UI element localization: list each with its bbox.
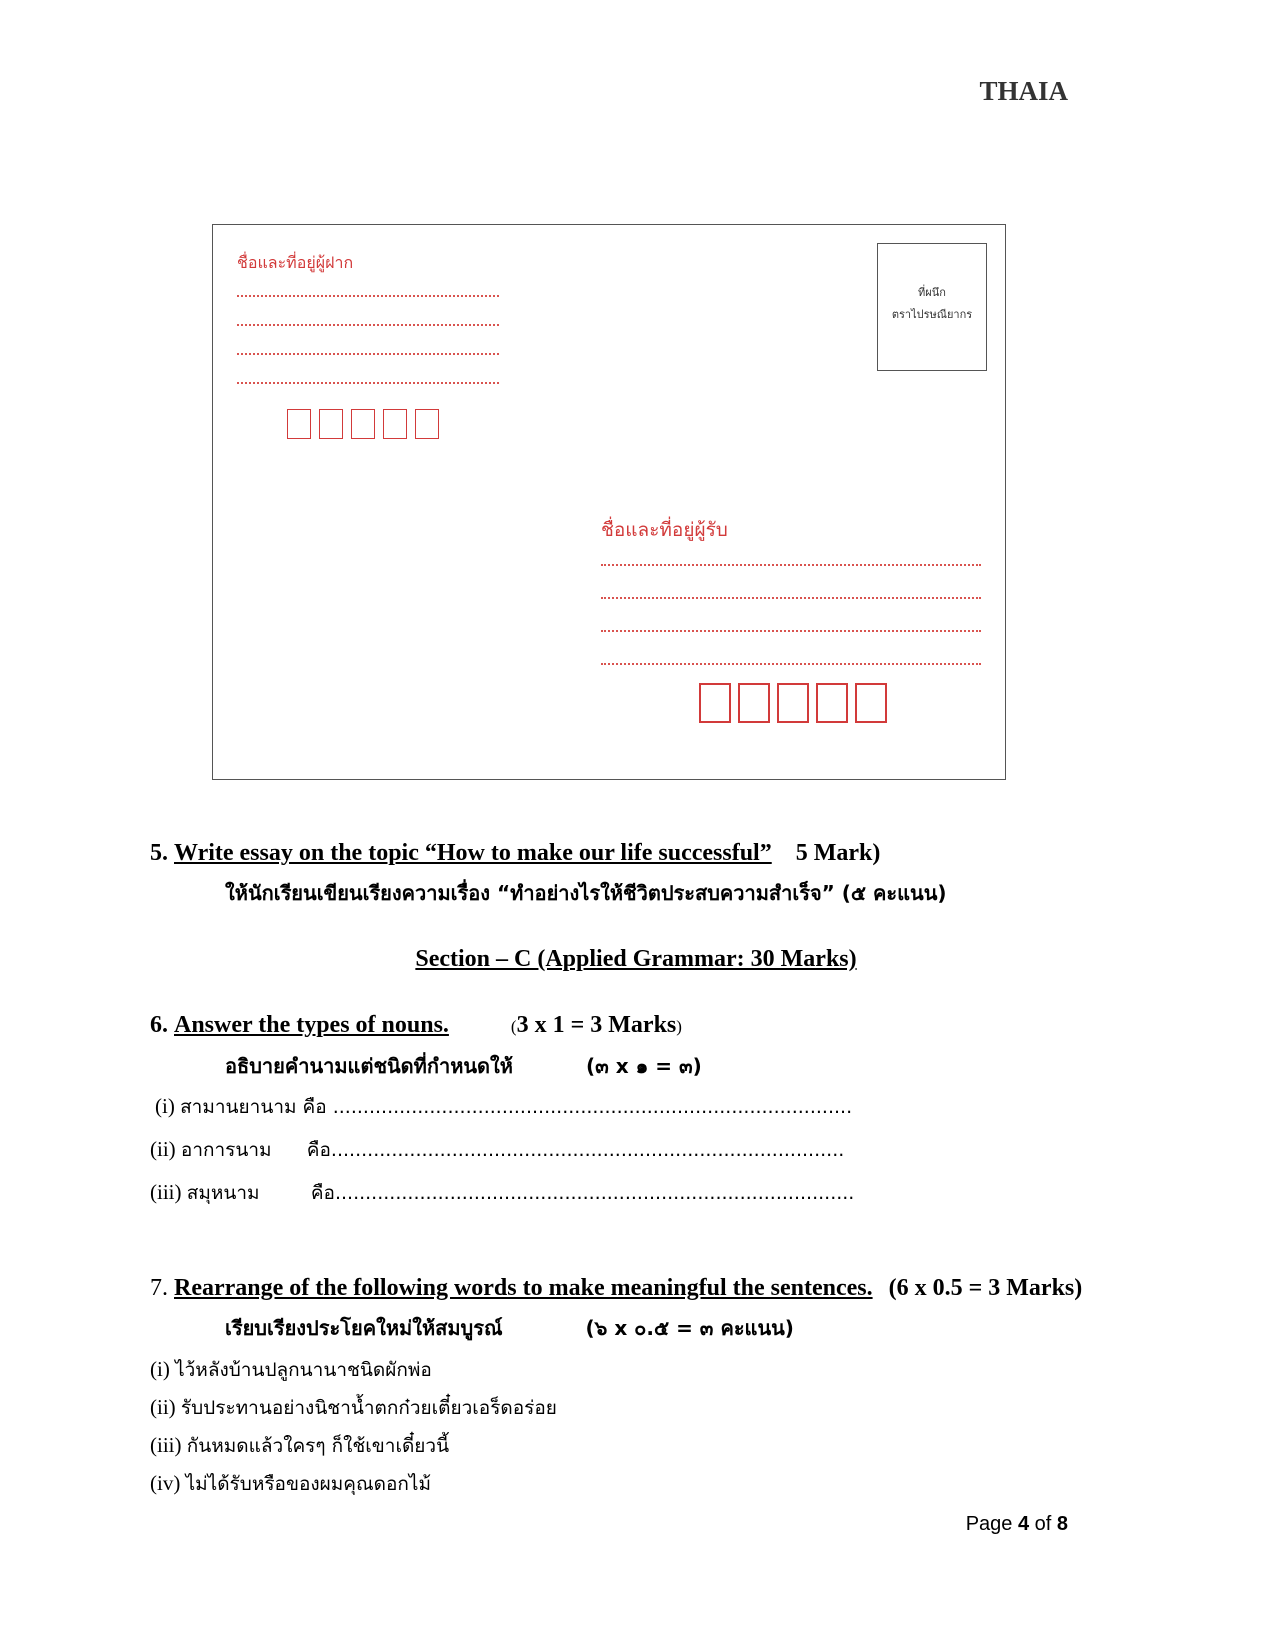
recipient-address-line [601,597,981,599]
item-text: สามานยานาม คือ ...................................................................................... [180,1096,853,1118]
item-text: ไม่ได้รับหรือของผมคุณดอกไม้ [185,1473,431,1495]
envelope-diagram [212,224,1006,780]
question-7-marks: (6 x 0.5 = 3 Marks) [888,1275,1083,1301]
item-text: สมุหนาม [186,1182,260,1204]
question-7-item-4 [150,1469,431,1499]
item-number: (i) [150,1357,170,1381]
question-6-title: Answer the types of nouns. [174,1012,449,1038]
question-6-item-1 [155,1092,852,1122]
answer-blank: คือ..................................................................................... [306,1139,845,1161]
sender-postcode-box [287,409,311,439]
item-number: (iii) [150,1180,182,1204]
item-number: (iii) [150,1433,182,1457]
question-7-title: Rearrange of the following words to make meaningful the sentences. [174,1275,873,1301]
sender-postcode-box [319,409,343,439]
question-5-number: 5. [150,840,168,866]
question-7-thai [225,1312,794,1344]
page-current: 4 [1017,1513,1030,1535]
item-number: (i) [155,1094,175,1118]
subject-header: THAIA [979,76,1068,106]
question-7-item-1 [150,1355,432,1385]
question-6-marks: 3 x 1 = 3 Marks [516,1012,677,1038]
question-6-item-3 [150,1178,854,1208]
question-5-marks: 5 Mark) [795,840,881,866]
question-6-item-2 [150,1135,844,1165]
recipient-postcode-box [777,683,809,723]
recipient-address-line [601,663,981,665]
question-7-number: 7. [150,1275,168,1301]
section-c-title: Section – C (Applied Grammar: 30 Marks) [415,946,857,972]
recipient-address-line [601,630,981,632]
sender-address-line [237,353,499,355]
sender-postcode-box [415,409,439,439]
item-text: รับประทานอย่างนิชาน้ำตกก๋วยเตี๋ยวเอร็ดอร่อย [180,1397,557,1419]
recipient-address-label: ชื่อและที่อยู่ผู้รับ [601,519,728,541]
sender-address-line [237,382,499,384]
question-7-item-3 [150,1431,449,1461]
question-6-marks-open: ( [510,1017,517,1036]
question-6-marks-close: ) [676,1017,682,1036]
page-of: of [1029,1513,1057,1535]
recipient-postcode-box [816,683,848,723]
question-7 [150,1275,1082,1302]
section-c-heading [0,946,1275,973]
question-6-thai [225,1050,702,1082]
question-6-thai-instruction: อธิบายคำนามแต่ชนิดที่กำหนดให้ [225,1054,513,1078]
page-number [966,1513,1068,1536]
item-text: อาการนาม [180,1139,272,1161]
item-text: ไว้หลังบ้านปลูกนานาชนิดผักพ่อ [175,1359,432,1381]
question-6-thai-marks: (๓ x ๑ = ๓) [585,1054,702,1078]
question-5-title: Write essay on the topic “How to make our life successful” [174,840,772,866]
question-7-thai-instruction: เรียบเรียงประโยคใหม่ให้สมบูรณ์ [225,1316,503,1340]
sender-address-line [237,295,499,297]
question-6 [150,1012,682,1039]
sender-address-label: ชื่อและที่อยู่ผู้ฝาก [237,253,354,272]
stamp-label-line1: ที่ผนึก [918,286,946,299]
question-5 [150,840,880,867]
answer-blank: คือ...................................................................................... [310,1182,855,1204]
stamp-label-line2: ตราไปรษณียากร [891,308,973,321]
sender-postcode-box [351,409,375,439]
question-7-item-2 [150,1393,557,1423]
question-6-number: 6. [150,1012,168,1038]
recipient-postcode-box [855,683,887,723]
question-5-thai: ให้นักเรียนเขียนเรียงความเรื่อง “ทำอย่างไรให้ชีวิตประสบความสำเร็จ” (๕ คะแนน) [225,881,947,905]
item-text: กันหมดแล้วใครๆ ก็ใช้เขาเดี๋ยวนี้ [186,1435,450,1457]
sender-postcode-box [383,409,407,439]
page-prefix: Page [965,1513,1018,1535]
recipient-address-line [601,564,981,566]
sender-address-line [237,324,499,326]
item-number: (iv) [150,1471,181,1495]
question-7-thai-marks: (๖ x ๐.๕ = ๓ คะแนน) [585,1316,794,1340]
stamp-area [877,243,987,371]
recipient-postcode-box [738,683,770,723]
recipient-postcode-box [699,683,731,723]
page-total: 8 [1056,1513,1068,1535]
item-number: (ii) [150,1137,176,1161]
item-number: (ii) [150,1395,176,1419]
